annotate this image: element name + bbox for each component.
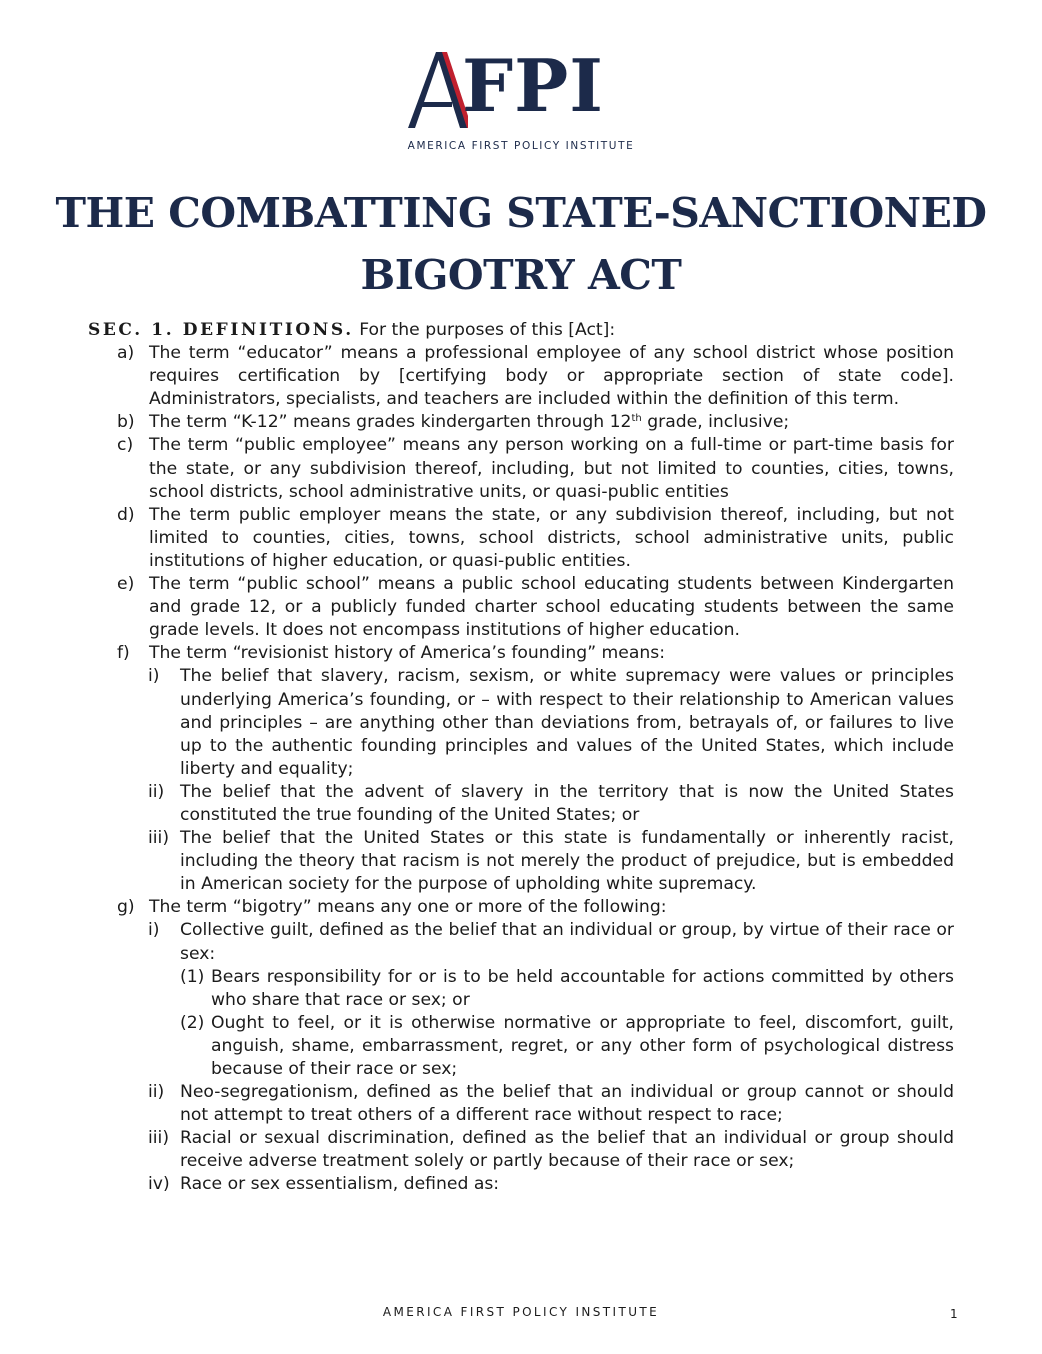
item-marker: d) xyxy=(117,504,135,525)
definition-f-i xyxy=(88,665,954,780)
item-marker: ii) xyxy=(148,1082,165,1103)
ordinal-suffix: th xyxy=(631,413,642,425)
item-marker: e) xyxy=(117,574,135,595)
item-text: Bears responsibility for or is to be held accountable for actions committed by others who share that race or sex; or xyxy=(211,966,954,1010)
item-text: The term “revisionist history of America’s founding” means: xyxy=(149,643,666,664)
item-marker: iii) xyxy=(148,828,170,849)
section-intro: For the purposes of this [Act]: xyxy=(359,320,616,340)
item-text: The belief that the United States or this state is fundamentally or inherently racist, including the theory that racism is not merely the product of prejudice, but is embedded in American society for the purpose of upholding white supremacy. xyxy=(180,828,954,895)
item-marker: (2) xyxy=(180,1012,205,1033)
section-label: SEC. 1. DEFINITIONS. xyxy=(88,320,354,340)
definition-g-iv xyxy=(88,1173,954,1196)
item-text: Neo-segregationism, defined as the belief that an individual or group cannot or should not attempt to treat others of a different race without respect to race; xyxy=(180,1082,954,1126)
title-line-2: BIGOTRY ACT xyxy=(360,251,682,299)
definition-f-iii xyxy=(88,827,954,896)
definition-d xyxy=(88,504,954,573)
item-text-cont: grade, inclusive; xyxy=(641,412,790,433)
definition-g-iii xyxy=(88,1127,954,1173)
item-text: The term “public school” means a public school educating students between Kindergarten and grade 12, or a publicly funded charter school educating students between the same grade levels. It does not encompass institutions of higher education. xyxy=(149,574,954,641)
item-text: The term “K-12” means grades kindergarten through 12 xyxy=(149,412,632,433)
definition-g-ii xyxy=(88,1081,954,1127)
item-text: Racial or sexual discrimination, defined as the belief that an individual or group should receive adverse treatment solely or partly because of their race or sex; xyxy=(180,1128,954,1172)
section-heading xyxy=(88,319,954,342)
definition-c xyxy=(88,434,954,503)
item-text: Collective guilt, defined as the belief that an individual or group, by virtue of their race or sex: xyxy=(180,920,954,964)
definition-g-i xyxy=(88,919,954,965)
document-body xyxy=(88,319,954,1197)
item-marker: i) xyxy=(148,920,160,941)
afpi-logo xyxy=(406,43,636,130)
item-text: The term public employer means the state, or any subdivision thereof, including, but not limited to counties, cities, towns, school districts, school administrative units, public institutions of higher education, or quasi-public entities. xyxy=(149,504,954,571)
definition-e xyxy=(88,573,954,642)
item-text: The term “educator” means a professional employee of any school district whose position requires certification by [certifying body or appropriate section of state code]. Administrators, specialists, and teachers are included within the definition of this term. xyxy=(149,343,954,410)
page-title xyxy=(0,182,1042,306)
item-marker: f) xyxy=(117,643,130,664)
logo-text: FPI xyxy=(462,43,604,128)
item-text: The term “bigotry” means any one or more of the following: xyxy=(149,897,667,918)
item-text: Race or sex essentialism, defined as: xyxy=(180,1174,500,1195)
item-marker: a) xyxy=(117,343,135,364)
item-text: The belief that slavery, racism, sexism, or white supremacy were values or principles underlying America’s founding, or – with respect to their relationship to American values and principles – are anything other than deviations from, betrayals of, or failures to live up to the authentic founding principles and values of the United States, which include liberty and equality; xyxy=(180,666,954,779)
item-marker: c) xyxy=(117,435,134,456)
item-marker: iii) xyxy=(148,1128,170,1149)
footer-org: AMERICA FIRST POLICY INSTITUTE xyxy=(382,1305,660,1319)
item-marker: i) xyxy=(148,666,160,687)
definition-g xyxy=(88,896,954,919)
item-text: The term “public employee” means any person working on a full-time or part-time basis for the state, or any subdivision thereof, including, but not limited to counties, cities, towns, school districts, school administrative units, or quasi-public entities xyxy=(149,435,954,502)
title-line-1: THE COMBATTING STATE-SANCTIONED xyxy=(55,189,987,237)
page-number: 1 xyxy=(950,1307,958,1321)
definition-g-i-1 xyxy=(88,966,954,1012)
definition-f-ii xyxy=(88,781,954,827)
definition-f xyxy=(88,642,954,665)
item-marker: ii) xyxy=(148,781,165,802)
item-text: Ought to feel, or it is otherwise normative or appropriate to feel, discomfort, guilt, anguish, shame, embarrassment, regret, or any other form of psychological distress because of their race or sex; xyxy=(211,1012,954,1079)
item-marker: (1) xyxy=(180,966,205,987)
definition-g-i-2 xyxy=(88,1012,954,1081)
item-marker: g) xyxy=(117,897,135,918)
definition-b xyxy=(88,411,954,434)
org-tagline: AMERICA FIRST POLICY INSTITUTE xyxy=(407,140,635,152)
logo-a-mark-icon xyxy=(406,52,468,128)
item-text: The belief that the advent of slavery in the territory that is now the United States constituted the true founding of the United States; or xyxy=(180,781,954,825)
definition-a xyxy=(88,342,954,411)
header xyxy=(0,43,1042,152)
item-marker: iv) xyxy=(148,1174,170,1195)
item-marker: b) xyxy=(117,412,135,433)
